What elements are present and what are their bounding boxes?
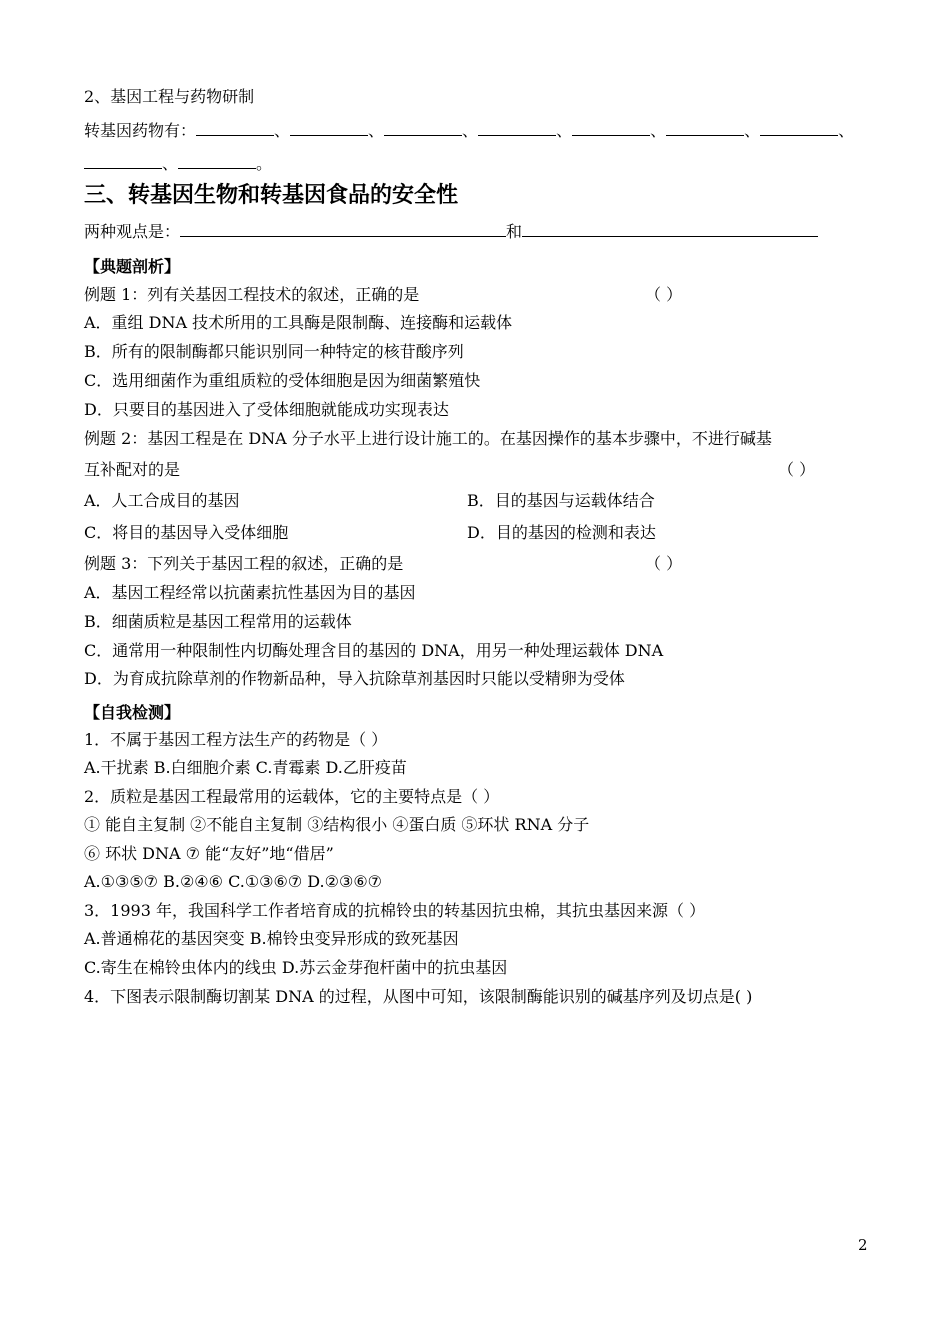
- transgenic-drugs-line-2: 、 。: [84, 153, 272, 175]
- blank-field[interactable]: [180, 221, 506, 237]
- blank-field[interactable]: [178, 153, 256, 169]
- two-views-line: 两种观点是： 和: [84, 221, 818, 243]
- examples-header: 【典题剖析】: [84, 257, 181, 276]
- selfcheck-q3-options-1: A.普通棉花的基因突变 B.棉铃虫变异形成的致死基因: [84, 929, 459, 948]
- example2-option-b: B．目的基因与运载体结合: [467, 491, 655, 510]
- example1-option-b: B．所有的限制酶都只能识别同一种特定的核苷酸序列: [84, 342, 464, 361]
- example3-answer-paren[interactable]: （ ）: [645, 554, 683, 573]
- selfcheck-q2-options: A.①③⑤⑦ B.②④⑥ C.①③⑥⑦ D.②③⑥⑦: [84, 872, 382, 891]
- page-number: 2: [858, 1236, 868, 1254]
- example2-question-line2: 互补配对的是: [84, 460, 181, 479]
- example2-option-a: A．人工合成目的基因: [84, 491, 240, 510]
- example1-option-a: A．重组 DNA 技术所用的工具酶是限制酶、连接酶和运载体: [84, 313, 513, 332]
- example3-option-d: D．为育成抗除草剂的作物新品种，导入抗除草剂基因时只能以受精卵为受体: [84, 669, 625, 688]
- example1-option-c: C．选用细菌作为重组质粒的受体细胞是因为细菌繁殖快: [84, 371, 481, 390]
- views-label: 两种观点是：: [84, 222, 181, 241]
- blank-field[interactable]: [478, 120, 556, 136]
- selfcheck-q3: 3．1993 年，我国科学工作者培育成的抗棉铃虫的转基因抗虫棉，其抗虫基因来源（ ）: [84, 901, 706, 920]
- example3-option-c: C．通常用一种限制性内切酶处理含目的基因的 DNA，用另一种处理运载体 DNA: [84, 641, 664, 660]
- example1-option-d: D．只要目的基因进入了受体细胞就能成功实现表达: [84, 400, 449, 419]
- selfcheck-q4: 4．下图表示限制酶切割某 DNA 的过程，从图中可知，该限制酶能识别的碱基序列及切点是( ): [84, 987, 753, 1006]
- drugs-label: 转基因药物有：: [84, 121, 197, 140]
- selfcheck-header: 【自我检测】: [84, 703, 181, 722]
- selfcheck-q1: 1．不属于基因工程方法生产的药物是（ ）: [84, 730, 388, 749]
- section2-title: 2、基因工程与药物研制: [84, 87, 255, 106]
- example2-question-line1: 例题 2：基因工程是在 DNA 分子水平上进行设计施工的。在基因操作的基本步骤中，不进行碱基: [84, 429, 772, 448]
- section3-title: 三、转基因生物和转基因食品的安全性: [84, 183, 459, 208]
- example1-question: 例题 1：列有关基因工程技术的叙述，正确的是: [84, 285, 420, 304]
- blank-field[interactable]: [290, 120, 368, 136]
- blank-field[interactable]: [384, 120, 462, 136]
- selfcheck-q2-items-2: ⑥ 环状 DNA ⑦ 能“友好”地“借居”: [84, 844, 334, 863]
- blank-field[interactable]: [666, 120, 744, 136]
- selfcheck-q1-options: A.干扰素 B.白细胞介素 C.青霉素 D.乙肝疫苗: [84, 758, 407, 777]
- blank-field[interactable]: [760, 120, 838, 136]
- example1-answer-paren[interactable]: （ ）: [645, 285, 683, 304]
- example2-option-d: D．目的基因的检测和表达: [467, 523, 656, 542]
- selfcheck-q3-options-2: C.寄生在棉铃虫体内的线虫 D.苏云金芽孢杆菌中的抗虫基因: [84, 958, 508, 977]
- blank-field[interactable]: [196, 120, 274, 136]
- example3-option-a: A．基因工程经常以抗菌素抗性基因为目的基因: [84, 583, 416, 602]
- blank-field[interactable]: [522, 221, 818, 237]
- selfcheck-q2-items-1: ① 能自主复制 ②不能自主复制 ③结构很小 ④蛋白质 ⑤环状 RNA 分子: [84, 815, 590, 834]
- example3-question: 例题 3：下列关于基因工程的叙述，正确的是: [84, 554, 404, 573]
- blank-field[interactable]: [572, 120, 650, 136]
- selfcheck-q2: 2．质粒是基因工程最常用的运载体，它的主要特点是（ ）: [84, 787, 500, 806]
- transgenic-drugs-line: 转基因药物有： 、 、 、 、 、 、 、: [84, 121, 855, 140]
- example2-answer-paren[interactable]: （ ）: [778, 460, 816, 479]
- example3-option-b: B．细菌质粒是基因工程常用的运载体: [84, 612, 352, 631]
- blank-field[interactable]: [84, 153, 162, 169]
- example2-option-c: C．将目的基因导入受体细胞: [84, 523, 289, 542]
